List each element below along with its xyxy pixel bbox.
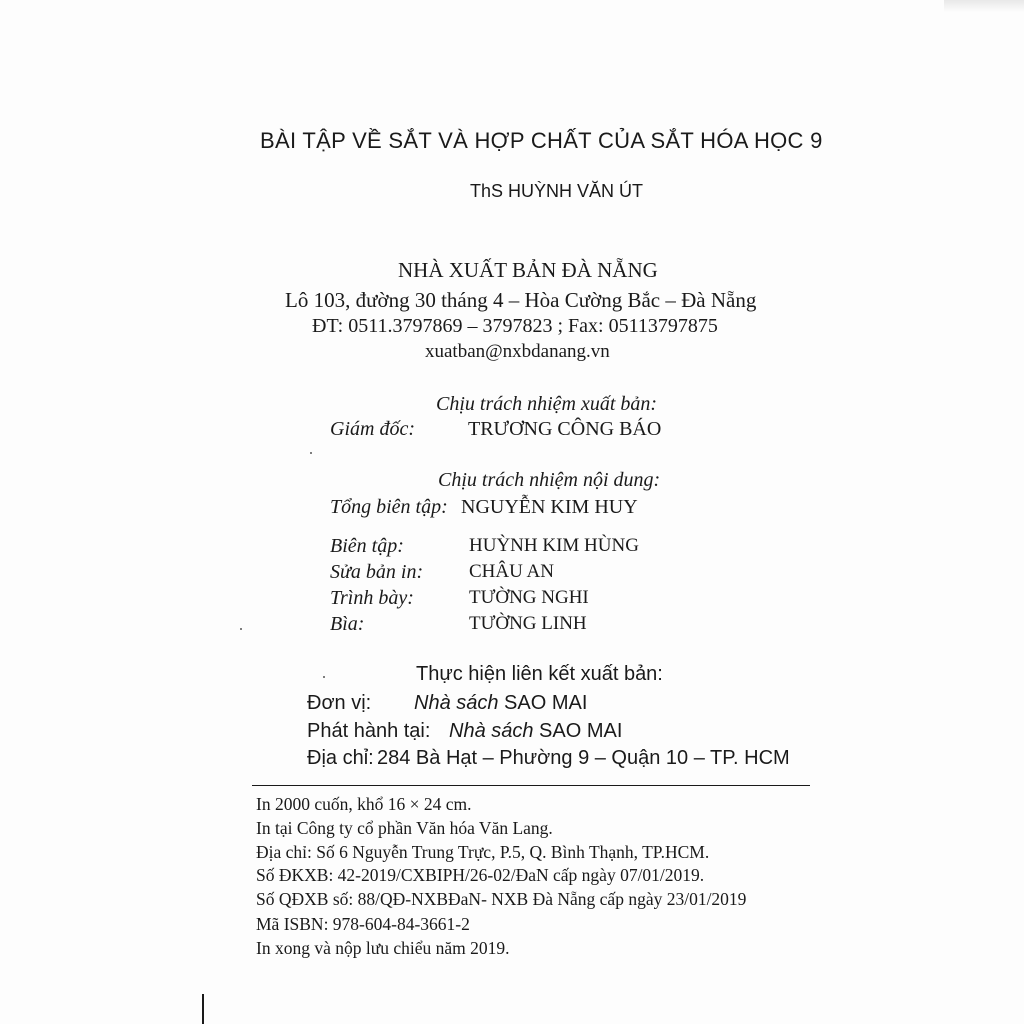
staff-name: HUỲNH KIM HÙNG [469,535,639,556]
printing-line: Số QĐXB số: 88/QĐ-NXBĐaN- NXB Đà Nẵng cấp ngày 23/01/2019 [256,889,747,909]
publisher-phone: ĐT: 0511.3797869 – 3797823 ; Fax: 05113797875 [312,315,718,337]
scan-speck [323,676,325,678]
printing-line: Địa chỉ: Số 6 Nguyễn Trung Trực, P.5, Q. Bình Thạnh, TP.HCM. [256,842,710,862]
printing-line: Mã ISBN: 978-604-84-3661-2 [256,914,470,934]
staff-role: Bìa: [330,613,365,635]
printing-line: Số ĐKXB: 42-2019/CXBIPH/26-02/ĐaN cấp ngày 07/01/2019. [256,865,705,885]
joint-distribution-value [449,720,622,743]
publisher-address: Lô 103, đường 30 tháng 4 – Hòa Cường Bắc – Đà Nẵng [285,288,757,312]
book-author: ThS HUỲNH VĂN ÚT [470,181,644,201]
director-role: Giám đốc: [330,418,415,440]
publishing-responsibility-heading: Chịu trách nhiệm xuất bản: [436,393,658,415]
joint-address-value: 284 Bà Hạt – Phường 9 – Quận 10 – TP. HCM [377,747,790,769]
page-edge-shadow [944,0,1024,12]
section-divider [252,785,810,786]
joint-address-label: Địa chỉ: [307,747,374,769]
director-name: TRƯƠNG CÔNG BÁO [468,418,662,440]
printing-line: In xong và nộp lưu chiểu năm 2019. [256,938,510,958]
joint-distribution-value-text: SAO MAI [533,720,623,742]
printing-line: In tại Công ty cổ phần Văn hóa Văn Lang. [256,818,553,838]
publisher-email: xuatban@nxbdanang.vn [425,341,610,362]
editor-in-chief-name: NGUYỄN KIM HUY [461,496,638,518]
book-title: BÀI TẬP VỀ SẮT VÀ HỢP CHẤT CỦA SẮT HÓA HỌC 9 [260,128,823,153]
scan-speck [240,628,242,630]
content-responsibility-heading: Chịu trách nhiệm nội dung: [438,469,661,491]
staff-role: Biên tập: [330,535,404,557]
joint-unit-value-italic: Nhà sách [414,692,499,714]
joint-unit-value [414,692,587,715]
editor-in-chief-role: Tổng biên tập: [330,496,448,518]
joint-publishing-heading: Thực hiện liên kết xuất bản: [416,663,663,685]
joint-distribution-value-italic: Nhà sách [449,720,534,742]
staff-role: Sửa bản in: [330,561,424,583]
margin-mark [202,994,204,1024]
joint-distribution-label: Phát hành tại: [307,720,431,742]
scan-speck [310,452,312,454]
joint-unit-value-text: SAO MAI [498,692,588,714]
staff-role: Trình bày: [330,587,414,609]
staff-name: TƯỜNG NGHI [469,587,589,608]
printing-line: In 2000 cuốn, khổ 16 × 24 cm. [256,794,472,814]
staff-name: CHÂU AN [469,561,554,582]
staff-name: TƯỜNG LINH [469,613,587,634]
joint-unit-label: Đơn vị: [307,692,372,714]
publisher-name: NHÀ XUẤT BẢN ĐÀ NẴNG [398,258,658,282]
